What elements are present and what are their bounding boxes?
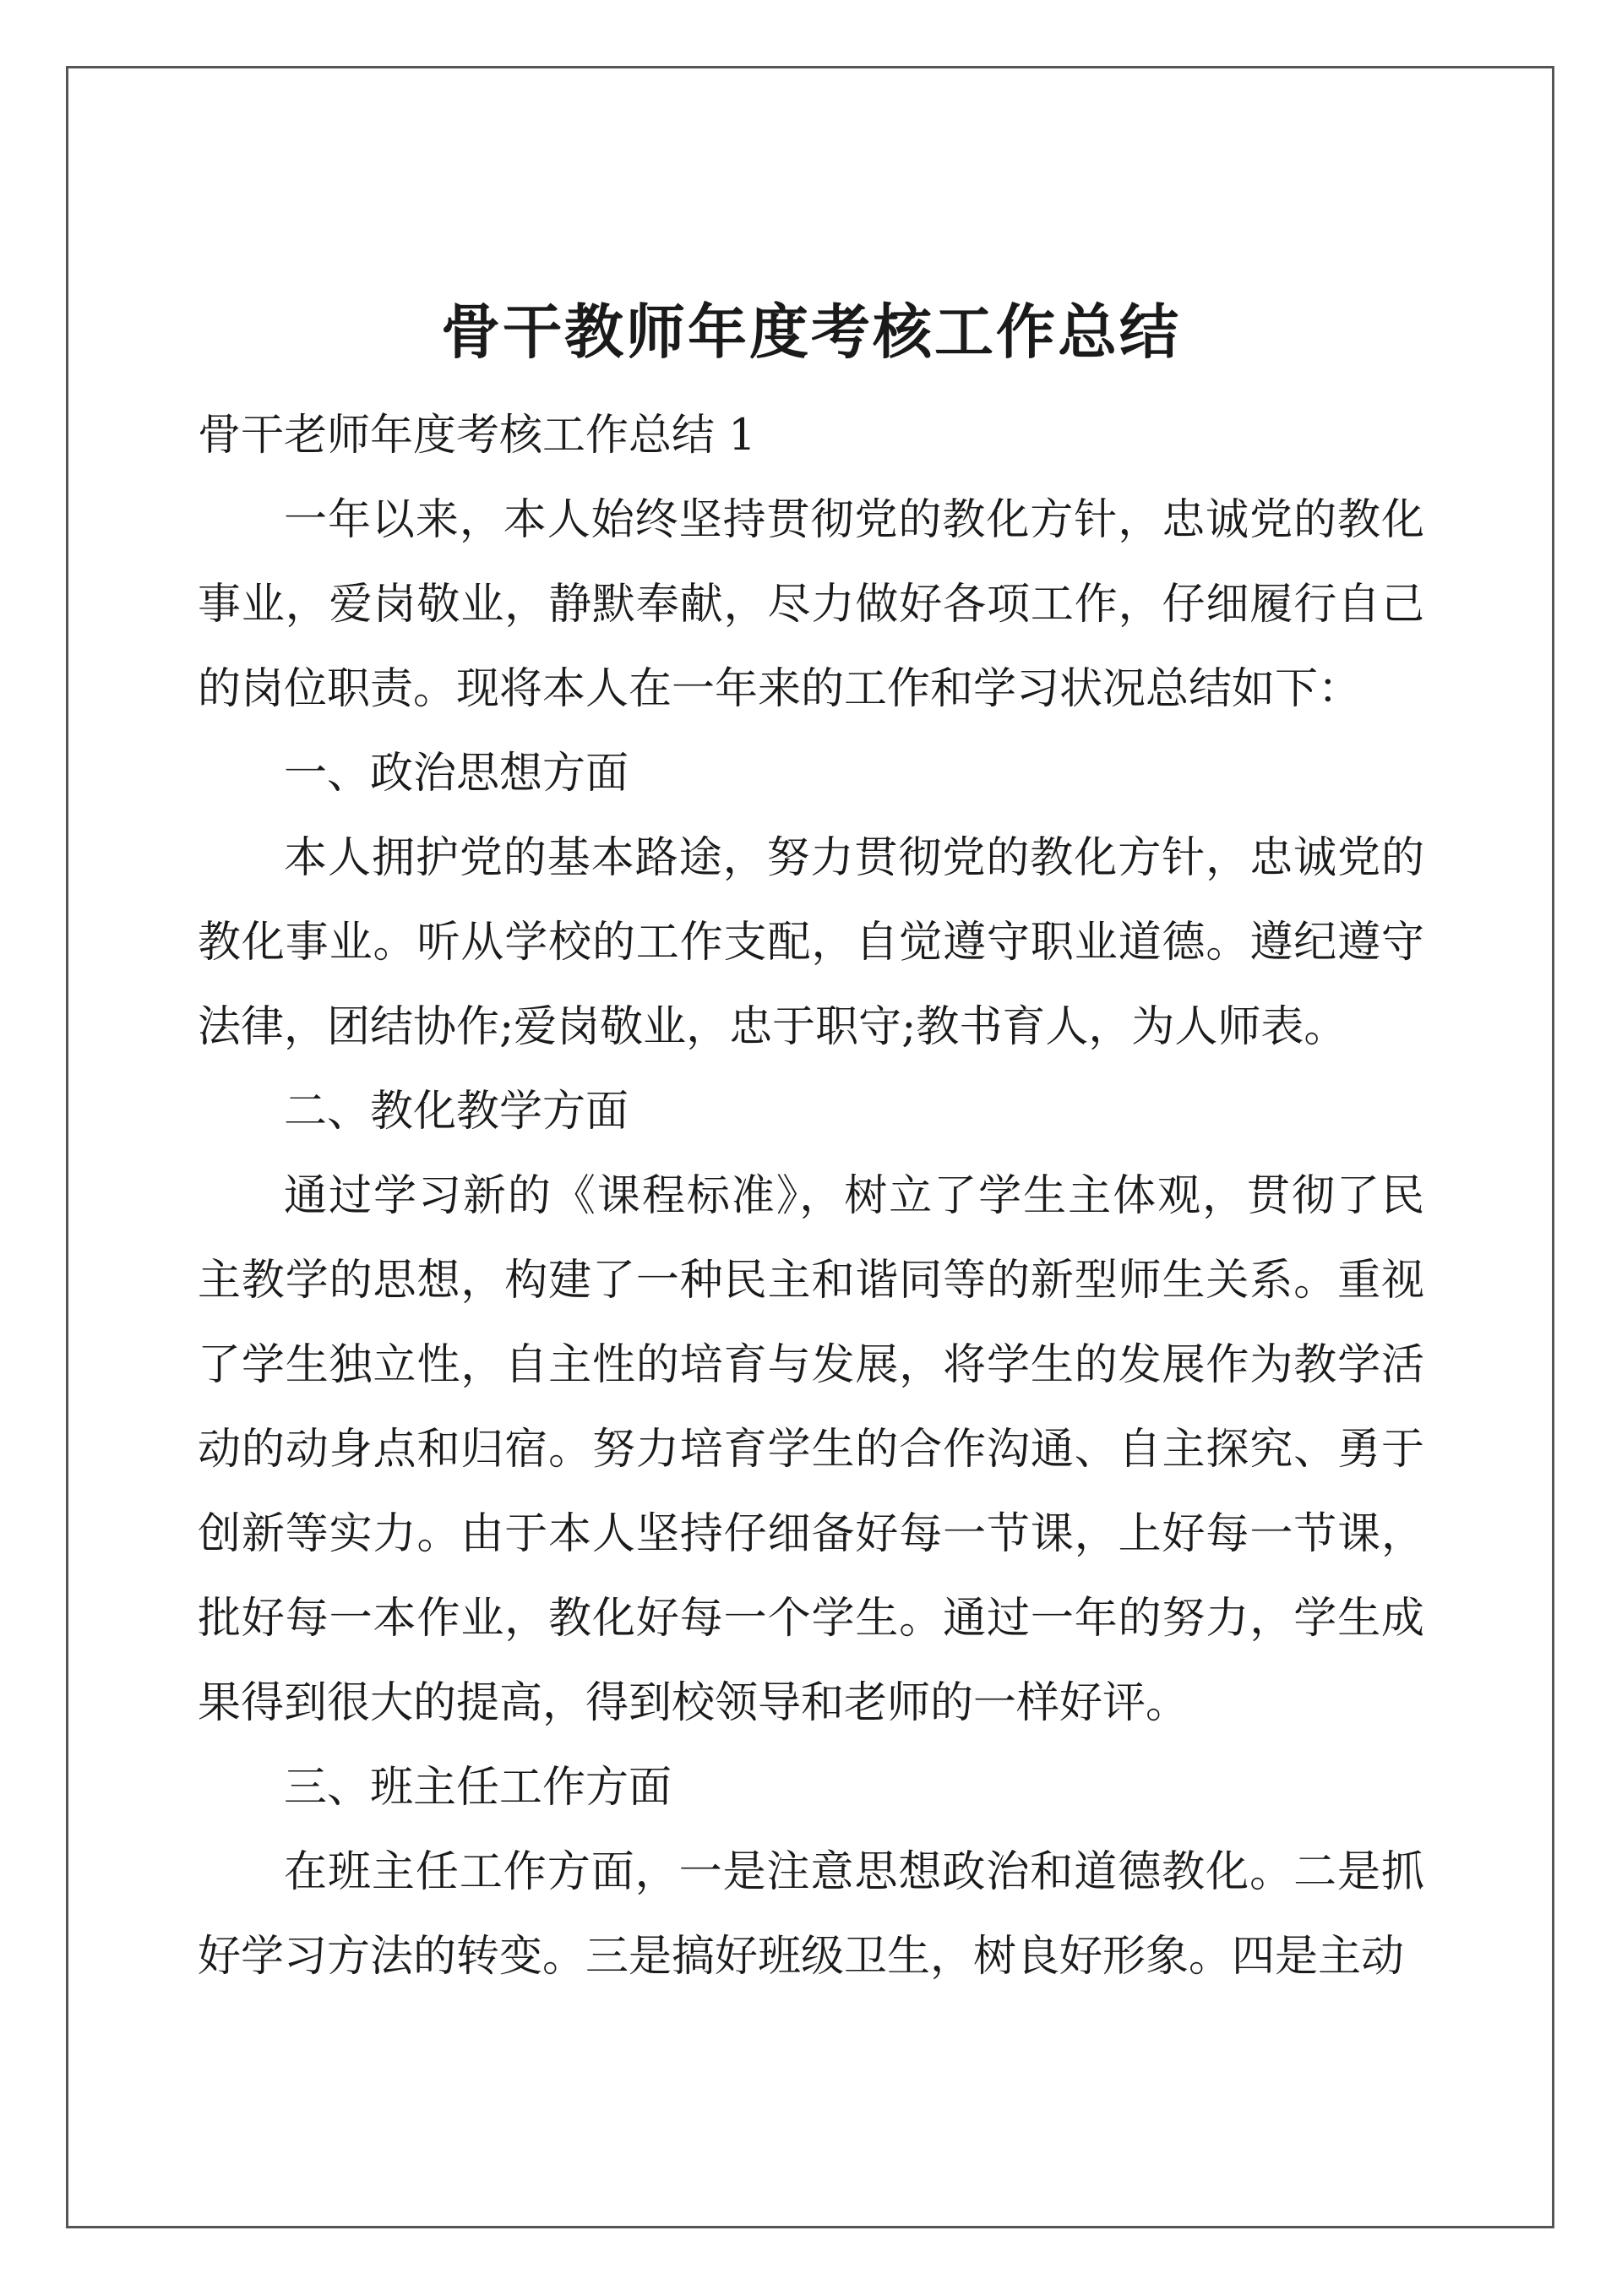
section-heading: 二、教化教学方面: [284, 1087, 629, 1137]
body-paragraph: 在班主任工作方面，一是注意思想政治和道德教化。二是抓好学习方法的转变。三是搞好班级卫生，树良好形象。四是主动: [198, 1847, 1424, 1982]
body-paragraph: 一年以来，本人始终坚持贯彻党的教化方针，忠诚党的教化事业，爱岗敬业，静默奉献，尽力做好各项工作，仔细履行自己的岗位职责。现将本人在一年来的工作和学习状况总结如下：: [198, 495, 1424, 714]
document-body: [198, 394, 1424, 1999]
body-paragraph: 通过学习新的《课程标准》，树立了学生主体观，贯彻了民主教学的思想，构建了一种民主和谐同等的新型师生关系。重视了学生独立性，自主性的培育与发展，将学生的发展作为教学活动的动身点和归宿。努力培育学生的合作沟通、自主探究、勇于创新等实力。由于本人坚持仔细备好每一节课，上好每一节课，批好每一本作业，教化好每一个学生。通过一年的努力，学生成果得到很大的提高，得到校领导和老师的一样好评。: [198, 1171, 1424, 1728]
section-heading: 三、班主任工作方面: [284, 1763, 672, 1813]
document-title: 骨干教师年度考核工作总结: [441, 296, 1181, 367]
section-heading: 骨干老师年度考核工作总结 1: [198, 411, 756, 461]
body-paragraph: 本人拥护党的基本路途，努力贯彻党的教化方针，忠诚党的教化事业。听从学校的工作支配，自觉遵守职业道德。遵纪遵守法律，团结协作;爱岗敬业，忠于职守;教书育人，为人师表。: [198, 833, 1424, 1052]
section-heading: 一、政治思想方面: [284, 749, 629, 799]
